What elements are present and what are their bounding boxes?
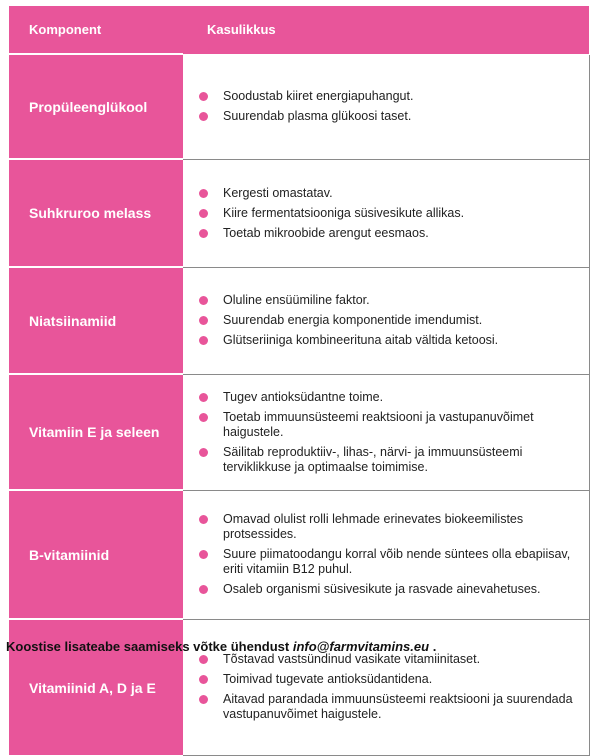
component-name: B-vitamiinid: [9, 490, 183, 619]
component-name: Suhkruroo melass: [9, 159, 183, 267]
benefit-item: Aitavad parandada immuunsüsteemi reaktsiooni ja suurendada vastupanuvõimet haigustele.: [199, 692, 577, 722]
benefit-item: Kergesti omastatav.: [199, 186, 577, 201]
benefit-item: Toimivad tugevate antioksüdantidena.: [199, 672, 577, 687]
benefit-item: Tugev antioksüdantne toime.: [199, 390, 577, 405]
table-row: [9, 159, 589, 267]
column-header-benefit: Kasulikkus: [183, 6, 589, 54]
benefit-item: Glütseriiniga kombineerituna aitab vältida ketoosi.: [199, 333, 577, 348]
benefit-item: Tõstavad vastsündinud vasikate vitamiinitaset.: [199, 652, 577, 667]
benefit-item: Kiire fermentatsiooniga süsivesikute allikas.: [199, 206, 577, 221]
benefit-item: Omavad olulist rolli lehmade erinevates biokeemilistes protsessides.: [199, 512, 577, 542]
benefit-item: Osaleb organismi süsivesikute ja rasvade ainevahetuses.: [199, 582, 577, 597]
benefit-item: Soodustab kiiret energiapuhangut.: [199, 89, 577, 104]
contact-email-link[interactable]: info@farmvitamins.eu: [292, 639, 430, 654]
benefit-list: [199, 652, 577, 722]
benefit-list: [199, 89, 577, 124]
benefit-item: Säilitab reproduktiiv-, lihas-, närvi- ja immuunsüsteemi terviklikkuse ja optimaalse toimimise.: [199, 445, 577, 475]
benefit-cell: [183, 374, 589, 490]
contact-end: .: [432, 639, 437, 654]
benefit-item: Suurendab plasma glükoosi taset.: [199, 109, 577, 124]
benefit-item: Oluline ensüümiline faktor.: [199, 293, 577, 308]
table-row: [9, 267, 589, 374]
component-name: Propüleenglükool: [9, 54, 183, 159]
benefit-item: Toetab immuunsüsteemi reaktsiooni ja vastupanuvõimet haigustele.: [199, 410, 577, 440]
benefit-list: [199, 186, 577, 241]
benefit-cell: [183, 159, 589, 267]
benefit-cell: [183, 54, 589, 159]
table-header-row: [9, 6, 589, 54]
benefit-item: Suurendab energia komponentide imendumist.: [199, 313, 577, 328]
component-name: Niatsiinamiid: [9, 267, 183, 374]
benefit-list: [199, 293, 577, 348]
table-row: [9, 490, 589, 619]
benefit-list: [199, 390, 577, 475]
table-row: [9, 54, 589, 159]
benefit-list: [199, 512, 577, 597]
column-header-component: Komponent: [9, 6, 183, 54]
contact-note: [6, 639, 596, 654]
component-name: Vitamiin E ja seleen: [9, 374, 183, 490]
table-row: [9, 374, 589, 490]
benefit-item: Toetab mikroobide arengut eesmaos.: [199, 226, 577, 241]
benefit-cell: [183, 490, 589, 619]
contact-text: Koostise lisateabe saamiseks võtke ühendust: [6, 639, 290, 654]
component-name: Vitamiinid A, D ja E: [9, 619, 183, 755]
benefit-item: Suure piimatoodangu korral võib nende süntees olla ebapiisav, eriti vitamiin B12 puhul.: [199, 547, 577, 577]
benefit-cell: [183, 267, 589, 374]
